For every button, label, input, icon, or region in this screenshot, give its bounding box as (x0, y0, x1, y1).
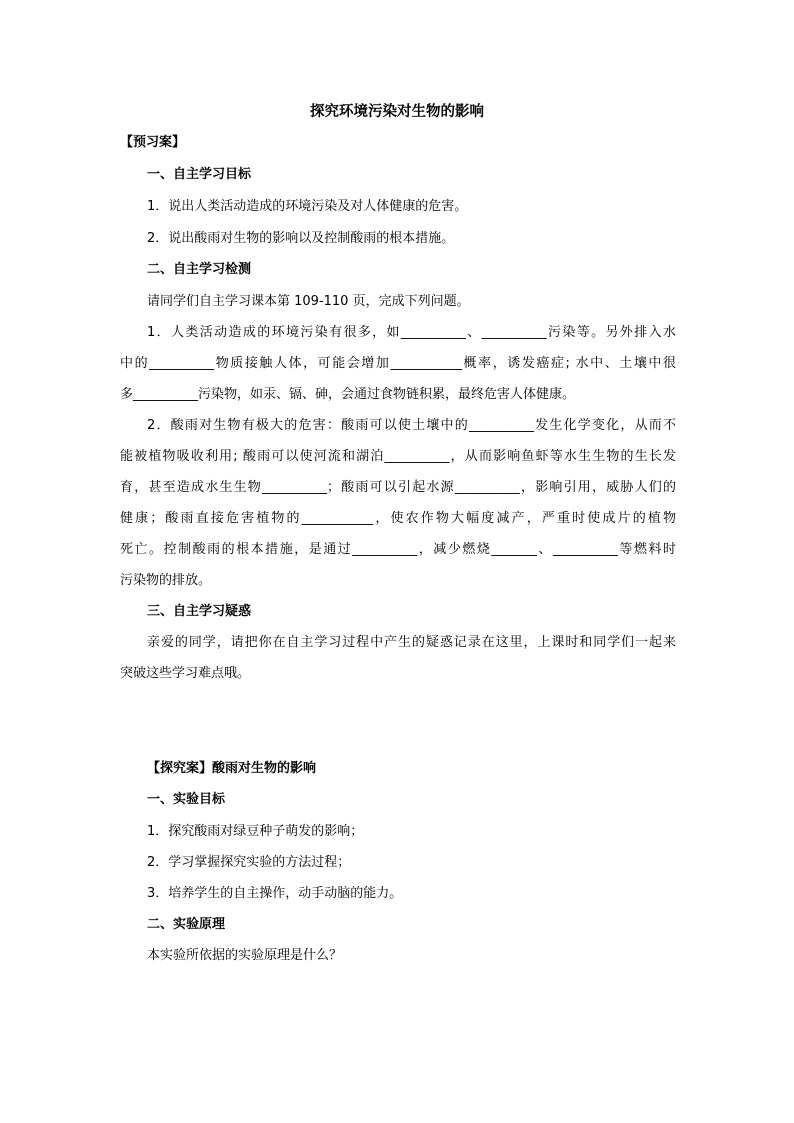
experiment-goal-item: 3．培养学生的自主操作，动手动脑的能力。 (147, 886, 403, 901)
question-2-line: 2．酸雨对生物有极大的危害：酸雨可以使土壤中的__________发生化学变化，从而不 (147, 418, 676, 433)
preview-section-heading: 【预习案】 (120, 135, 186, 150)
self-study-check-heading: 二、自主学习检测 (147, 262, 252, 277)
question-2-line: 死亡。控制酸雨的根本措施，是通过__________，减少燃烧_______、__________等燃料时 (120, 542, 676, 557)
question-2-line: 污染物的排放。 (120, 573, 212, 588)
self-study-goals-heading: 一、自主学习目标 (147, 167, 252, 182)
doubt-text-line: 亲爱的同学，请把你在自主学习过程中产生的疑惑记录在这里，上课时和同学们一起来 (147, 635, 676, 650)
goal-item: 1．说出人类活动造成的环境污染及对人体健康的危害。 (147, 199, 468, 214)
experiment-principle-heading: 二、实验原理 (147, 917, 226, 932)
check-intro: 请同学们自主学习课本第 109-110 页，完成下列问题。 (147, 294, 470, 309)
question-1-line: 1．人类活动造成的环境污染有很多，如__________、__________污染等。另外排入水 (147, 325, 676, 340)
self-study-doubt-heading: 三、自主学习疑惑 (147, 604, 252, 619)
question-2-line: 健康；酸雨直接危害植物的___________，使农作物大幅度减产，严重时使成片的植物 (120, 511, 676, 526)
doubt-text-line: 突破这些学习难点哦。 (120, 666, 251, 681)
inquiry-section-heading: 【探究案】酸雨对生物的影响 (147, 761, 317, 776)
question-2-line: 能被植物吸收利用; 酸雨可以使河流和湖泊__________，从而影响鱼虾等水生生物的生长发 (120, 449, 676, 464)
experiment-goals-heading: 一、实验目标 (147, 792, 226, 807)
question-1-line: 多__________污染物，如汞、镉、砷，会通过食物链积累，最终危害人体健康。 (120, 387, 576, 402)
goal-item: 2．说出酸雨对生物的影响以及控制酸雨的根本措施。 (147, 231, 455, 246)
page-title: 探究环境污染对生物的影响 (310, 104, 484, 120)
principle-question: 本实验所依据的实验原理是什么？ (147, 948, 343, 963)
question-2-line: 育，甚至造成水生生物__________；酸雨可以引起水源__________，影响引用，威胁人们的 (120, 480, 676, 495)
question-1-line: 中的__________物质接触人体，可能会增加___________概率，诱发癌症; 水中、土壤中很 (120, 356, 676, 371)
experiment-goal-item: 1．探究酸雨对绿豆种子萌发的影响； (147, 824, 364, 839)
experiment-goal-item: 2．学习掌握探究实验的方法过程； (147, 855, 351, 870)
